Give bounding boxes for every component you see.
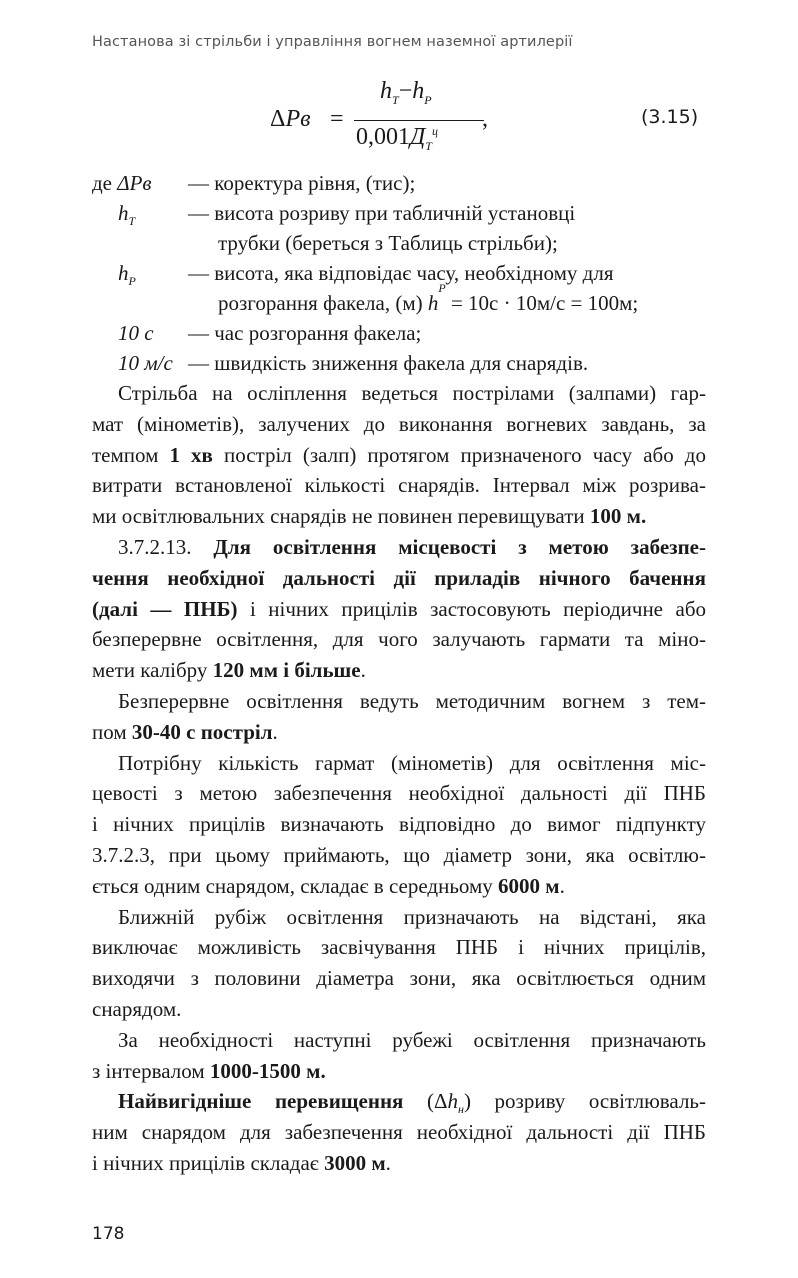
running-header: Настанова зі стрільби і управління вогнем наземної артилерії — [92, 34, 573, 50]
paragraph — [92, 1025, 706, 1087]
definition-subscript: Т — [128, 214, 136, 229]
text-segment: Ближній рубіж освітлення призначають на відстані, яка — [118, 904, 706, 929]
text-segment: мат (мінометів), залучених до виконання вогневих завдань, за — [92, 411, 706, 436]
definition-term — [92, 258, 188, 288]
text-segment: . — [272, 719, 278, 744]
text-line — [92, 1148, 706, 1179]
den-coef: 0,001 — [356, 124, 410, 150]
text-line — [92, 1117, 706, 1148]
text-segment: н — [458, 1102, 464, 1117]
text-segment: h — [447, 1089, 459, 1114]
text-line — [92, 840, 706, 871]
den-var: Д — [410, 124, 426, 150]
definition-term — [92, 168, 188, 198]
definition-symbol: h — [118, 261, 129, 285]
num-var-2: h — [412, 78, 425, 104]
bold-text: 100 м. — [589, 504, 647, 529]
definition-text: — швидкість зниження факела для снарядів. — [188, 351, 589, 375]
den-sub: Т — [425, 138, 432, 153]
definition-row — [92, 348, 712, 378]
paragraph — [92, 532, 706, 686]
definition-text: розгорання факела, (м) — [218, 291, 428, 315]
definition-symbol: 10 с — [118, 321, 154, 345]
text-segment: виходячи з половини діаметра зони, яка освітлюється одним — [92, 966, 706, 991]
text-line — [92, 563, 706, 594]
text-segment: ми освітлювальних снарядів не повинен перевищувати — [92, 504, 590, 529]
text-line — [92, 501, 706, 532]
text-segment: снарядом. — [92, 996, 182, 1021]
text-segment: . — [559, 873, 565, 898]
text-segment: ним снарядом для забезпечення необхідної дальності дії ПНБ — [92, 1120, 706, 1145]
num-var-1: h — [380, 78, 392, 104]
bold-text: (далі — ПНБ) — [92, 596, 238, 621]
equation-number: (3.15) — [641, 106, 699, 128]
text-segment: темпом — [92, 442, 170, 467]
definition-row — [92, 281, 712, 318]
text-segment: ється одним снарядом, складає в середньому — [92, 873, 499, 898]
text-line — [92, 378, 706, 409]
paragraph — [92, 686, 706, 748]
formula-comma: , — [482, 106, 488, 132]
bold-text: Найвигідніше перевищення — [118, 1089, 404, 1114]
definition-text: трубки (береться з Таблиць стрільби); — [218, 231, 558, 255]
definition-term — [92, 348, 188, 378]
text-segment: мети калібру — [92, 658, 213, 683]
definition-text: — коректура рівня, (тис); — [188, 171, 416, 195]
definition-formula-part: = 10с · 10м/с = 100м; — [445, 291, 639, 315]
body-text — [92, 378, 706, 1179]
paragraph — [92, 1086, 706, 1178]
bold-text: чення необхідної дальності дії приладів нічного бачення — [92, 565, 706, 590]
text-line — [92, 1086, 706, 1117]
definition-text: — час розгорання факела; — [188, 321, 422, 345]
definition-text: — висота розриву при табличній установці — [188, 201, 576, 225]
text-line — [92, 1025, 706, 1056]
text-segment: пом — [92, 719, 132, 744]
delta-symbol: Δ — [270, 106, 286, 132]
text-segment: цевості з метою забезпечення необхідної дальності дії ПНБ — [92, 781, 706, 806]
definition-text: — висота, яка відповідає часу, необхідному для — [188, 261, 614, 285]
text-line — [92, 748, 706, 779]
text-segment: і нічних прицілів складає — [92, 1150, 325, 1175]
bold-text: 30-40 с постріл — [131, 719, 273, 744]
text-segment: ) розриву освітлюваль- — [463, 1089, 706, 1114]
paragraph — [92, 748, 706, 902]
bold-text: Для освітлення місцевості з метою забезпе- — [213, 534, 707, 559]
definitions-list — [92, 168, 712, 378]
num-sub-1: Т — [392, 92, 399, 107]
text-segment: і нічних прицілів застосовують періодичне або — [237, 596, 707, 621]
text-line — [92, 778, 706, 809]
text-segment: Потрібну кількість гармат (мінометів) для освітлення міс- — [118, 750, 706, 775]
text-segment: . — [385, 1150, 391, 1175]
text-segment: Безперервне освітлення ведуть методичним вогнем з тем- — [118, 688, 706, 713]
text-segment: витрати встановленої кількості снарядів. Інтервал між розрива- — [92, 473, 706, 498]
formula-lhs-var: Pв — [285, 106, 311, 132]
definition-formula-part: Р — [438, 281, 446, 295]
bold-text: 1 хв — [169, 442, 213, 467]
definition-row — [92, 228, 712, 258]
text-line — [92, 963, 706, 994]
text-line — [92, 594, 706, 625]
text-segment: Стрільба на осліплення ведеться пострілами (залпами) гар- — [118, 381, 706, 405]
num-sub-2: Р — [424, 92, 432, 107]
text-segment: 3.7.2.3, при цьому приймають, що діаметр зони, яка освітлю- — [92, 842, 706, 867]
definition-row — [92, 198, 712, 228]
bold-text: 6000 м — [498, 873, 560, 898]
text-line — [92, 655, 706, 686]
text-line — [92, 871, 706, 902]
definition-subscript: Р — [128, 274, 136, 289]
formula-denominator — [356, 124, 438, 151]
equals-sign: = — [330, 106, 344, 132]
definition-formula-part: h — [427, 291, 439, 315]
definition-symbol: 10 м/с — [118, 351, 173, 375]
minus-sign: − — [398, 78, 413, 104]
text-segment: виключає можливість засвічування ПНБ і нічних прицілів, — [92, 935, 706, 960]
text-segment: з інтервалом — [92, 1058, 210, 1083]
paragraph — [92, 902, 706, 1025]
text-line — [92, 902, 706, 933]
formula-3-15 — [270, 78, 530, 168]
definition-row — [92, 168, 712, 198]
text-line — [92, 470, 706, 501]
text-segment: . — [360, 658, 366, 683]
text-segment: постріл (залп) протягом призначеного часу або до — [212, 442, 706, 467]
den-sup: ц — [431, 124, 438, 138]
formula-lhs — [270, 106, 311, 133]
text-line — [92, 409, 706, 440]
definition-term — [92, 198, 188, 228]
text-line — [92, 932, 706, 963]
text-segment: За необхідності наступні рубежі освітлення призначають — [118, 1027, 706, 1052]
bold-text: 3000 м — [324, 1150, 386, 1175]
definition-row — [92, 318, 712, 348]
bold-text: 1000-1500 м. — [209, 1058, 326, 1083]
definition-symbol: ΔPв — [117, 171, 152, 195]
text-line — [92, 624, 706, 655]
text-line — [92, 717, 706, 748]
page-number: 178 — [92, 1224, 125, 1244]
definition-term — [92, 318, 188, 348]
formula-numerator — [380, 78, 432, 105]
text-line — [92, 809, 706, 840]
text-line — [92, 686, 706, 717]
text-line — [92, 994, 706, 1025]
text-segment: безперервне освітлення, для чого залучають гармати та міно- — [92, 627, 706, 652]
text-line — [92, 1056, 706, 1087]
bold-text: 120 мм і більше — [212, 658, 361, 683]
definition-symbol: h — [118, 201, 129, 225]
paragraph — [92, 378, 706, 532]
text-segment: 3.7.2.13. — [118, 534, 214, 559]
text-segment: (Δ — [403, 1089, 448, 1114]
text-segment: і нічних прицілів визначають відповідно до вимог підпункту — [92, 812, 706, 837]
definition-prefix: де — [92, 171, 118, 195]
fraction-bar — [354, 120, 484, 121]
definition-row — [92, 258, 712, 288]
text-line — [92, 440, 706, 471]
text-line — [92, 532, 706, 563]
